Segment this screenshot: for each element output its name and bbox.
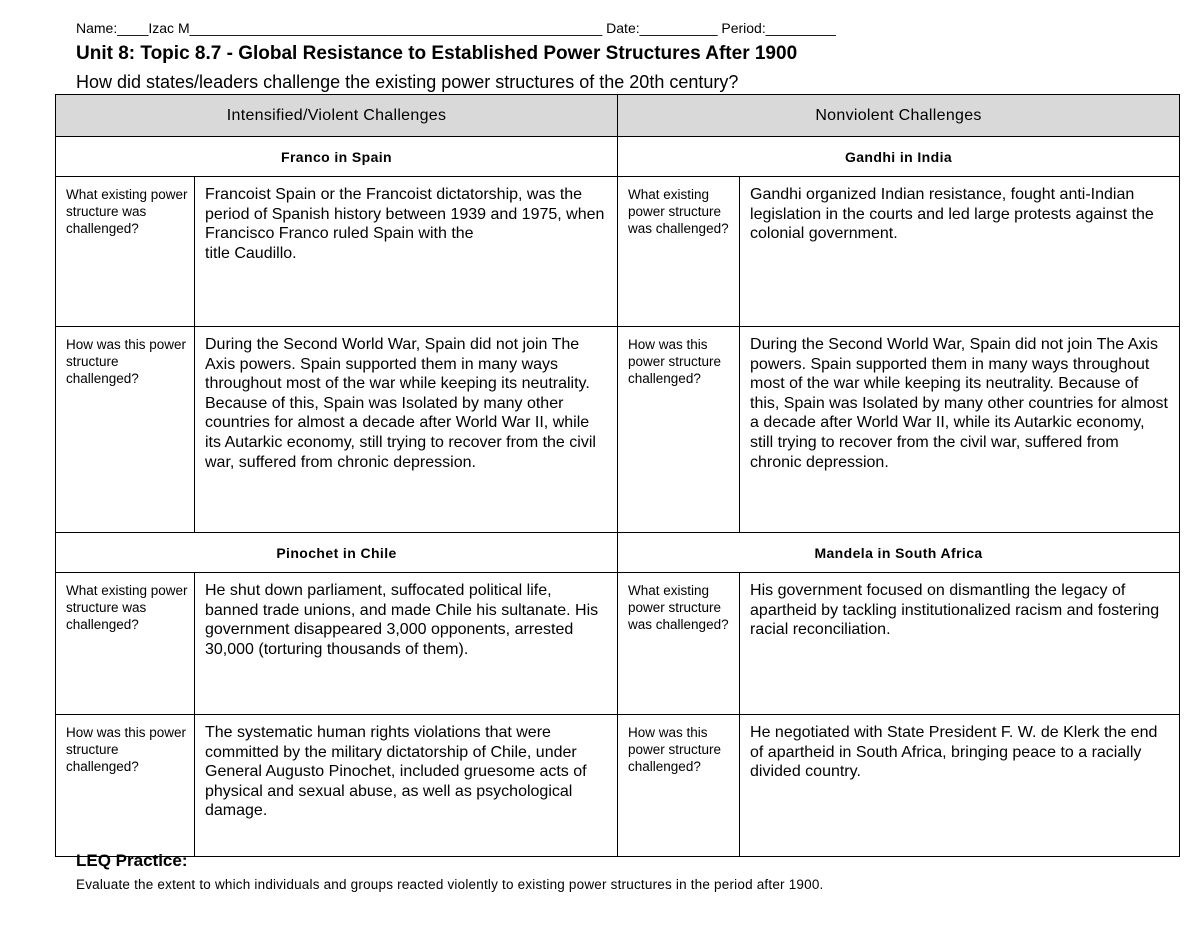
mandela-question-2: How was this power structure challenged? <box>618 715 740 857</box>
gandhi-answer-2[interactable]: During the Second World War, Spain did not join The Axis powers. Spain supported them in many ways throughout most of the war while keeping its neutrality. Because of this, Spain was Isolated by many other countries for almost a decade after World War II, while its Autarkic economy, still trying to recover from the civil war, suffered from chronic depression. <box>740 327 1180 533</box>
franco-answer-1[interactable]: Francoist Spain or the Francoist dictatorship, was the period of Spanish history between 1939 and 1975, when Francisco Franco ruled Spain with the title Caudillo. <box>195 177 618 327</box>
challenges-table <box>55 94 1180 857</box>
violent-challenges-header: Intensified/Violent Challenges <box>56 95 618 137</box>
franco-section-title: Franco in Spain <box>56 137 618 177</box>
mandela-answer-1[interactable]: His government focused on dismantling the legacy of apartheid by tackling institutionalized racism and fostering racial reconciliation. <box>740 573 1180 715</box>
name-date-period-line: Name:____Izac M_____________________________________________________ Date:__________ Period:_________ <box>76 20 836 36</box>
gandhi-question-1: What existing power structure was challenged? <box>618 177 740 327</box>
franco-question-2: How was this power structure challenged? <box>56 327 195 533</box>
franco-answer-2[interactable]: During the Second World War, Spain did not join The Axis powers. Spain supported them in many ways throughout most of the war while keeping its neutrality. Because of this, Spain was Isolated by many other countries for almost a decade after World War II, while its Autarkic economy, still trying to recover from the civil war, suffered from chronic depression. <box>195 327 618 533</box>
mandela-question-1: What existing power structure was challenged? <box>618 573 740 715</box>
mandela-section-title: Mandela in South Africa <box>618 533 1180 573</box>
nonviolent-challenges-header: Nonviolent Challenges <box>618 95 1180 137</box>
pinochet-question-2: How was this power structure challenged? <box>56 715 195 857</box>
pinochet-question-1: What existing power structure was challenged? <box>56 573 195 715</box>
pinochet-answer-2[interactable]: The systematic human rights violations that were committed by the military dictatorship of Chile, under General Augusto Pinochet, included gruesome acts of physical and sexual abuse, as well as psychological damage. <box>195 715 618 857</box>
leq-practice-prompt: Evaluate the extent to which individuals and groups reacted violently to existing power structures in the period after 1900. <box>76 877 824 892</box>
gandhi-question-2: How was this power structure challenged? <box>618 327 740 533</box>
mandela-answer-2[interactable]: He negotiated with State President F. W. de Klerk the end of apartheid in South Africa, bringing peace to a racially divided country. <box>740 715 1180 857</box>
franco-question-1: What existing power structure was challenged? <box>56 177 195 327</box>
leq-practice-title: LEQ Practice: <box>76 851 188 870</box>
pinochet-section-title: Pinochet in Chile <box>56 533 618 573</box>
guiding-question: How did states/leaders challenge the existing power structures of the 20th century? <box>76 72 739 92</box>
page-title: Unit 8: Topic 8.7 - Global Resistance to Established Power Structures After 1900 <box>76 43 798 64</box>
gandhi-answer-1[interactable]: Gandhi organized Indian resistance, fought anti-Indian legislation in the courts and led large protests against the colonial government. <box>740 177 1180 327</box>
pinochet-answer-1[interactable]: He shut down parliament, suffocated political life, banned trade unions, and made Chile his sultanate. His government disappeared 3,000 opponents, arrested 30,000 (torturing thousands of them). <box>195 573 618 715</box>
gandhi-section-title: Gandhi in India <box>618 137 1180 177</box>
